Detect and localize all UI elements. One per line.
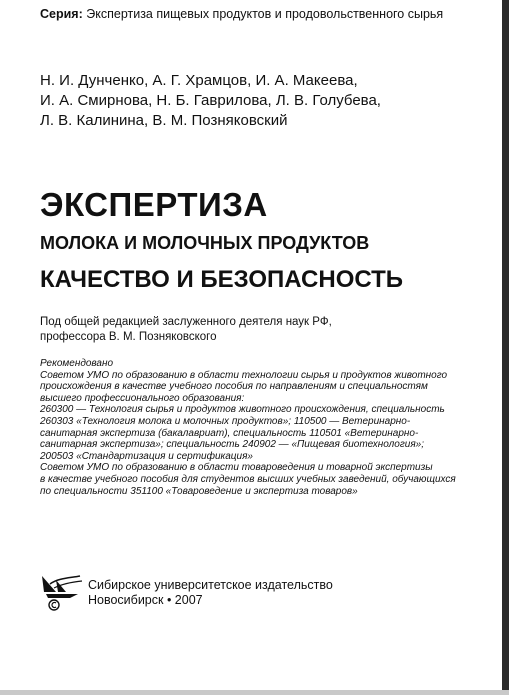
series-label: Серия: [40, 7, 83, 21]
recommendation-block [40, 358, 500, 497]
recommendation-line: Советом УМО по образованию в области технологии сырья и продуктов животного [40, 369, 448, 381]
page-edge-right [502, 0, 509, 695]
recommendation-line: происхождения в качестве учебного пособия по направлениям и специальностям [40, 381, 428, 393]
publisher-name: Сибирское университетское издательство [88, 578, 333, 592]
recommendation-heading: Рекомендовано [40, 358, 114, 369]
recommendation-line: по специальности 351100 «Товароведение и экспертиза товаров» [40, 485, 358, 497]
recommendation-line: Советом УМО по образованию в области товароведения и товарной экспертизы [40, 462, 433, 474]
publisher-block [40, 572, 333, 614]
book-title: ЭКСПЕРТИЗА [40, 186, 268, 223]
recommendation-line: 260303 «Технология молока и молочных продуктов»; 110500 — Ветеринарно- [40, 415, 411, 427]
authors-block [40, 71, 381, 131]
editor-line: профессора В. М. Позняковского [40, 331, 217, 343]
series-line [40, 7, 443, 21]
publisher-text [88, 578, 333, 608]
recommendation-line: санитарная экспертиза»; специальность 240902 — «Пищевая биотехнология»; [40, 439, 425, 451]
book-subtitle: МОЛОКА И МОЛОЧНЫХ ПРОДУКТОВ [40, 233, 370, 253]
book-subtitle-secondary: КАЧЕСТВО И БЕЗОПАСНОСТЬ [40, 266, 404, 293]
publisher-logo-icon [40, 572, 84, 614]
authors-line: Н. И. Дунченко, А. Г. Храмцов, И. А. Макеева, [40, 72, 358, 89]
recommendation-line: 200503 «Стандартизация и сертификация» [40, 450, 253, 462]
editor-block [40, 315, 332, 345]
recommendation-line: санитарная экспертиза (бакалавриат), специальность 110501 «Ветеринарно- [40, 427, 419, 439]
publisher-city-year: Новосибирск • 2007 [88, 593, 203, 607]
authors-line: Л. В. Калинина, В. М. Позняковский [40, 112, 288, 129]
recommendation-line: 260300 — Технология сырья и продуктов животного происхождения, специальность [40, 404, 445, 416]
authors-line: И. А. Смирнова, Н. Б. Гаврилова, Л. В. Голубева, [40, 92, 381, 109]
editor-line: Под общей редакцией заслуженного деятеля наук РФ, [40, 316, 332, 328]
page-edge-bottom [0, 690, 509, 695]
recommendation-line: в качестве учебного пособия для студентов высших учебных заведений, обучающихся [40, 473, 456, 485]
recommendation-line: высшего профессионального образования: [40, 392, 245, 404]
copyright-icon [49, 600, 59, 610]
series-text: Экспертиза пищевых продуктов и продовольственного сырья [86, 7, 444, 21]
